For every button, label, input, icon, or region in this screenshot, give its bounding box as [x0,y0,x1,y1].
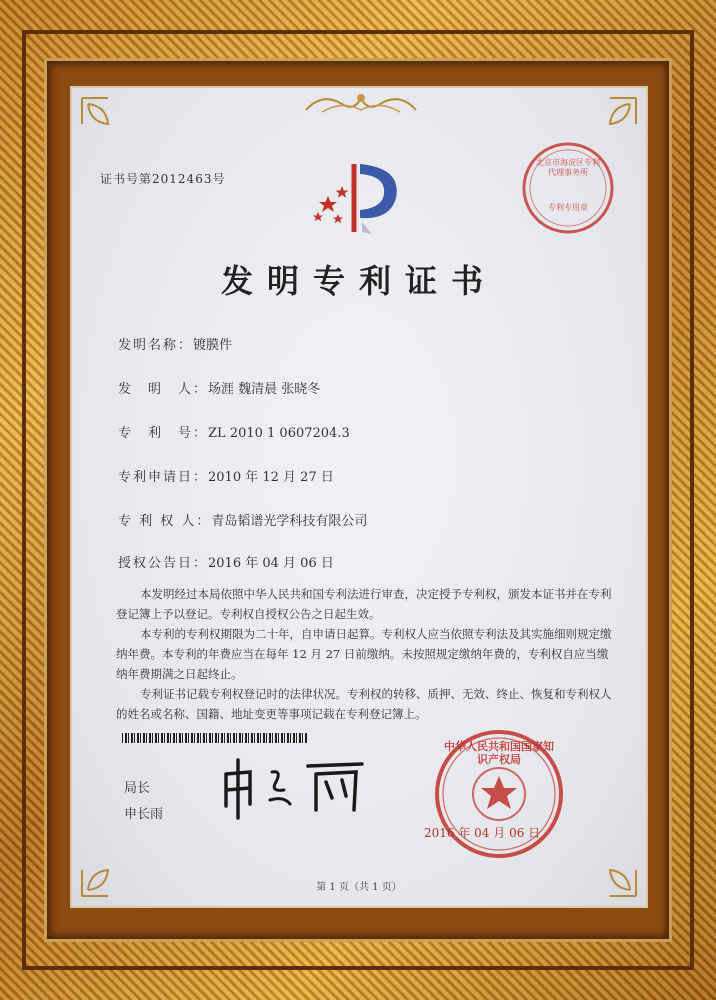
field-label: 专 利 号： [118,426,209,441]
field-value: 场涯 魏清晨 张晓冬 [208,382,321,397]
certificate-number [100,170,225,187]
agency-seal-inner-text: 专利专用章 [548,203,588,212]
director-signature-icon [220,752,370,822]
certificate-body-text [116,584,616,724]
page-number: 第 1 页（共 1 页） [316,882,402,893]
field-label: 授权公告日： [118,556,209,571]
agency-seal-text: 北京市海淀区专利代理事务所 [536,158,600,177]
field-grant-date [118,552,334,571]
agency-seal [520,140,616,236]
body-paragraph: 本专利的专利权期限为二十年，自申请日起算。专利权人应当依照专利法及其实施细则规定缴纳年费。本专利的年费应当在每年 12 月 27 日前缴纳。未按照规定缴纳年费的，专利权自应当缴纳年费期满之日起终止。 [116,627,612,681]
field-value: 青岛韬谱光学科技有限公司 [211,514,368,529]
body-paragraph: 本发明经过本局依照中华人民共和国专利法进行审查，决定授予专利权，颁发本证书并在专利登记簿上予以登记。专利权自授权公告之日起生效。 [116,587,612,621]
top-ornament-icon [302,90,420,116]
field-patentee [118,510,367,529]
director-block [124,776,163,828]
field-application-date [118,466,334,485]
national-seal-text: 中华人民共和国国家知识产权局 [444,740,554,766]
field-value: 2010 年 12 月 27 日 [208,470,334,485]
director-title: 局长 [124,781,151,796]
corner-ornament-top-left-icon [78,94,148,164]
field-label: 专 利 权 人： [118,514,212,529]
field-invention-name [118,334,232,353]
patent-office-emblem-icon [308,158,408,238]
field-label: 发 明 人： [118,382,209,397]
field-label: 发明名称： [118,338,194,353]
barcode [122,733,308,743]
field-patent-number [118,422,350,441]
field-value: ZL 2010 1 0607204.3 [208,426,350,441]
certificate-number-label: 证书号第 [100,172,153,186]
certificate-paper [72,88,646,906]
seal-date: 2016 年 04 月 06 日 [424,826,541,840]
certificate-number-value: 2012463 [152,172,213,186]
certificate-title: 发明专利证书 [220,262,497,300]
field-value: 镀膜件 [193,338,233,353]
director-name: 申长雨 [124,807,164,822]
agency-seal-ring-icon [520,140,616,236]
field-label: 专利申请日： [118,470,209,485]
body-paragraph: 专利证书记载专利权登记时的法律状况。专利权的转移、质押、无效、终止、恢复和专利权人的姓名或名称、国籍、地址变更等事项记载在专利登记簿上。 [116,687,612,721]
certificate-number-suffix: 号 [212,172,226,186]
field-inventors [118,378,320,397]
field-value: 2016 年 04 月 06 日 [208,556,334,571]
